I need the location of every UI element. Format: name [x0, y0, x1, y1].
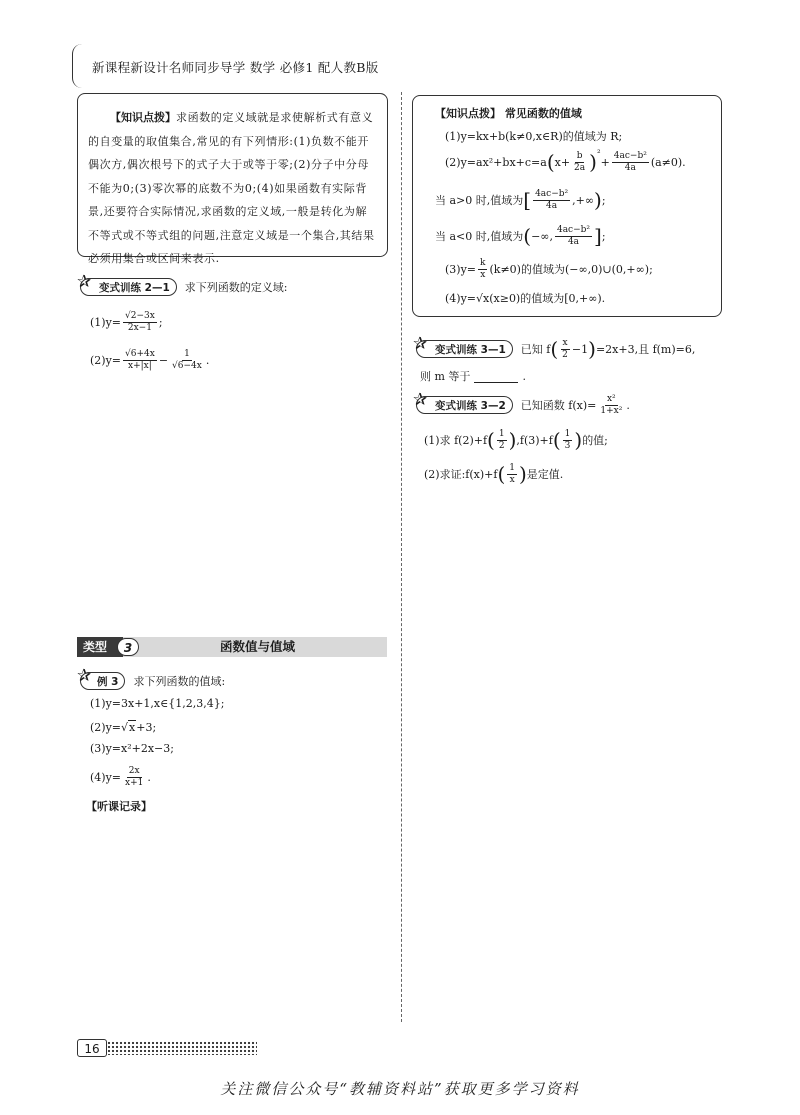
expr: . — [626, 398, 630, 412]
expr: +3; — [136, 720, 157, 734]
plus-sign: + — [600, 155, 610, 169]
header-bracket-decoration — [72, 44, 83, 88]
fraction-denominator: x — [480, 269, 486, 280]
left-paren: ( — [550, 337, 559, 361]
expr: 则 m 等于 — [420, 370, 471, 383]
badge-label: 变式训练 2—1 — [99, 281, 170, 294]
answer-blank[interactable] — [474, 370, 518, 383]
fraction-denominator: 2 — [498, 440, 505, 451]
knowledge-paragraph — [88, 106, 377, 271]
expr: . — [147, 770, 151, 784]
star-pencil-icon: ✰ — [413, 390, 428, 410]
fraction — [560, 338, 570, 361]
range-line-5 — [445, 256, 653, 282]
footer-promo-text: 关注微信公众号“教辅资料站”获取更多学习资料 — [220, 1080, 580, 1098]
fraction-numerator: b — [576, 150, 583, 161]
line-tail: ; — [601, 229, 606, 243]
fraction-numerator: x² — [606, 393, 616, 404]
badge-label: 例 3 — [97, 675, 119, 688]
fraction — [533, 189, 570, 212]
range-line-6: (4)y=√x(x≥0)的值域为[0,+∞). — [445, 292, 606, 305]
exercise-2-1-item-2 — [90, 346, 209, 374]
expr: 已知函数 f(x)= — [520, 399, 597, 412]
exercise-3-2-badge — [413, 390, 513, 414]
fraction — [170, 349, 204, 372]
fraction-numerator: √6+4x — [125, 348, 155, 359]
example-3-item-3: (3)y=x²+2x−3; — [90, 742, 174, 755]
knowledge-box-range — [412, 95, 722, 317]
expr: (2)求证:f(x)+f — [424, 468, 498, 481]
page-header-title: 新课程新设计名师同步导学 数学 必修1 配人教B版 — [92, 60, 379, 75]
expr: (1)求 f(2)+f — [424, 434, 488, 447]
expr: (2)y= — [90, 720, 122, 734]
fraction-numerator: 1 — [564, 428, 571, 439]
section-type-number: 3 — [117, 638, 139, 656]
right-bracket: ] — [594, 224, 602, 248]
expr: −1 — [571, 342, 589, 356]
fraction-numerator: 1 — [509, 462, 515, 473]
fraction — [598, 394, 624, 417]
left-paren: ( — [546, 150, 555, 174]
right-paren: ) — [518, 462, 527, 486]
expr: −∞, — [531, 229, 553, 243]
exercise-3-2-question-2 — [424, 460, 563, 488]
fraction — [478, 258, 487, 281]
exercise-3-2-heading — [413, 390, 630, 418]
fraction-numerator: 4ac−b² — [613, 150, 647, 161]
badge-label: 变式训练 3—2 — [435, 399, 506, 412]
fraction-denominator: 2x−1 — [127, 322, 152, 333]
left-paren: ( — [487, 428, 495, 452]
fraction-denominator: √6−4x — [172, 360, 202, 371]
fraction-numerator: √2−3x — [125, 310, 155, 321]
fraction-denominator: 4a — [567, 236, 580, 247]
right-paren: ) — [594, 188, 602, 212]
minus-sign: − — [158, 353, 169, 367]
fraction — [123, 766, 145, 789]
expr: (4)y= — [90, 770, 122, 784]
fraction — [612, 151, 649, 174]
expr: =2x+3,且 f(m)=6, — [595, 343, 696, 356]
item-lead: (2)y= — [90, 353, 122, 367]
fraction-denominator: 4a — [546, 200, 558, 211]
right-paren: ) — [574, 428, 583, 452]
footer-dot-pattern — [107, 1041, 257, 1055]
exercise-3-1-line-2 — [420, 368, 526, 384]
example-3-heading — [77, 666, 226, 690]
knowledge-text: 求函数的定义域就是求使解析式有意义的自变量的取值集合,常见的有下列情形:(1)负数不能开偶次方,偶次根号下的式子大于或等于零;(2)分子中分母不能为0;(3)零次幂的底数不为0;(4)如果函数有实际背景,还要符合实际情况,求函数的定义域,一般是转化为解不等式或不等式组的问题,注意定义域是一个集合,其结果必须用集合或区间来表示. — [88, 111, 375, 265]
example-3-prompt: 求下列函数的值域: — [133, 675, 226, 688]
left-paren: ( — [523, 224, 532, 248]
line-lead: (3)y= — [445, 262, 477, 276]
fraction-numerator: x — [562, 337, 568, 348]
fraction — [555, 225, 592, 248]
line-lead: 当 a<0 时,值域为 — [435, 230, 524, 243]
line-tail: (a≠0). — [650, 155, 686, 169]
fraction-denominator: x — [509, 474, 515, 485]
fraction-denominator: 2a — [574, 162, 586, 173]
exercise-2-1-prompt: 求下列函数的定义域: — [184, 281, 288, 294]
exercise-2-1-heading — [77, 272, 288, 296]
expr: 的值; — [582, 434, 608, 447]
column-divider — [401, 92, 402, 1022]
range-line-3 — [435, 186, 606, 214]
expr: 已知 f — [520, 343, 551, 356]
left-paren: ( — [552, 428, 561, 452]
expr: x+ — [554, 155, 571, 169]
section-type-label: 类型 — [77, 637, 123, 657]
lecture-notes-label: 【听课记录】 — [86, 800, 152, 813]
star-pencil-icon: ✰ — [77, 666, 92, 686]
knowledge-box-domain — [77, 93, 388, 265]
expr: ,f(3)+f — [516, 433, 553, 447]
fraction-numerator: 1 — [184, 348, 190, 359]
fraction — [572, 151, 587, 174]
fraction-denominator: 1+x² — [600, 405, 623, 416]
example-3-badge — [77, 666, 125, 690]
right-paren: ) — [589, 150, 597, 174]
range-line-2 — [445, 148, 686, 176]
example-3-item-2: (2)y= √ x +3; — [90, 720, 157, 734]
fraction-numerator: 1 — [498, 428, 505, 439]
item-tail: . — [205, 353, 210, 367]
badge-label: 变式训练 3—1 — [435, 343, 506, 356]
line-lead: (2)y=ax²+bx+c=a — [445, 155, 547, 169]
expr: . — [522, 369, 526, 383]
exercise-3-1-badge — [413, 334, 513, 358]
line-lead: 当 a>0 时,值域为 — [435, 194, 524, 207]
range-line-1: (1)y=kx+b(k≠0,x∈R)的值域为 R; — [445, 130, 623, 143]
exercise-2-1-badge — [77, 272, 177, 296]
exercise-2-1-item-1 — [90, 308, 163, 336]
fraction — [507, 463, 517, 486]
left-paren: ( — [497, 462, 506, 486]
fraction-denominator: x+1 — [125, 777, 144, 788]
knowledge-range-title: 【知识点拨】 常见函数的值域 — [435, 107, 582, 120]
fraction-denominator: 2 — [562, 349, 568, 360]
fraction — [123, 349, 157, 372]
star-pencil-icon: ✰ — [413, 334, 428, 354]
item-tail: ; — [158, 315, 163, 329]
star-pencil-icon: ✰ — [77, 272, 92, 292]
fraction-numerator: 2x — [128, 765, 140, 776]
knowledge-tag: 【知识点拨】 — [110, 111, 176, 124]
expr: 是定值. — [526, 468, 564, 481]
example-3-item-4 — [90, 763, 151, 791]
section-title: 函数值与值域 — [220, 639, 296, 654]
fraction-numerator: 4ac−b² — [556, 224, 591, 235]
expr: ,+∞ — [572, 193, 595, 207]
superscript: ² — [596, 149, 601, 159]
fraction-numerator: k — [480, 257, 486, 268]
right-paren: ) — [588, 337, 596, 361]
fraction-denominator: 3 — [564, 440, 571, 451]
fraction — [497, 429, 507, 452]
sqrt-radicand: x — [129, 721, 136, 734]
example-3-item-1: (1)y=3x+1,x∈{1,2,3,4}; — [90, 697, 225, 710]
fraction — [563, 429, 573, 452]
left-bracket: [ — [523, 188, 532, 212]
right-paren: ) — [508, 428, 517, 452]
line-tail: (k≠0)的值域为(−∞,0)∪(0,+∞); — [489, 263, 653, 276]
line-tail: ; — [601, 193, 606, 207]
exercise-3-1-heading — [413, 334, 696, 363]
item-lead: (1)y= — [90, 315, 122, 329]
range-line-4 — [435, 222, 606, 250]
fraction-denominator: x+|x| — [128, 360, 152, 371]
fraction — [123, 311, 157, 334]
fraction-denominator: 4a — [624, 162, 636, 173]
fraction-numerator: 4ac−b² — [535, 188, 569, 199]
exercise-3-2-question-1 — [424, 426, 608, 454]
page-number: 16 — [77, 1039, 107, 1057]
